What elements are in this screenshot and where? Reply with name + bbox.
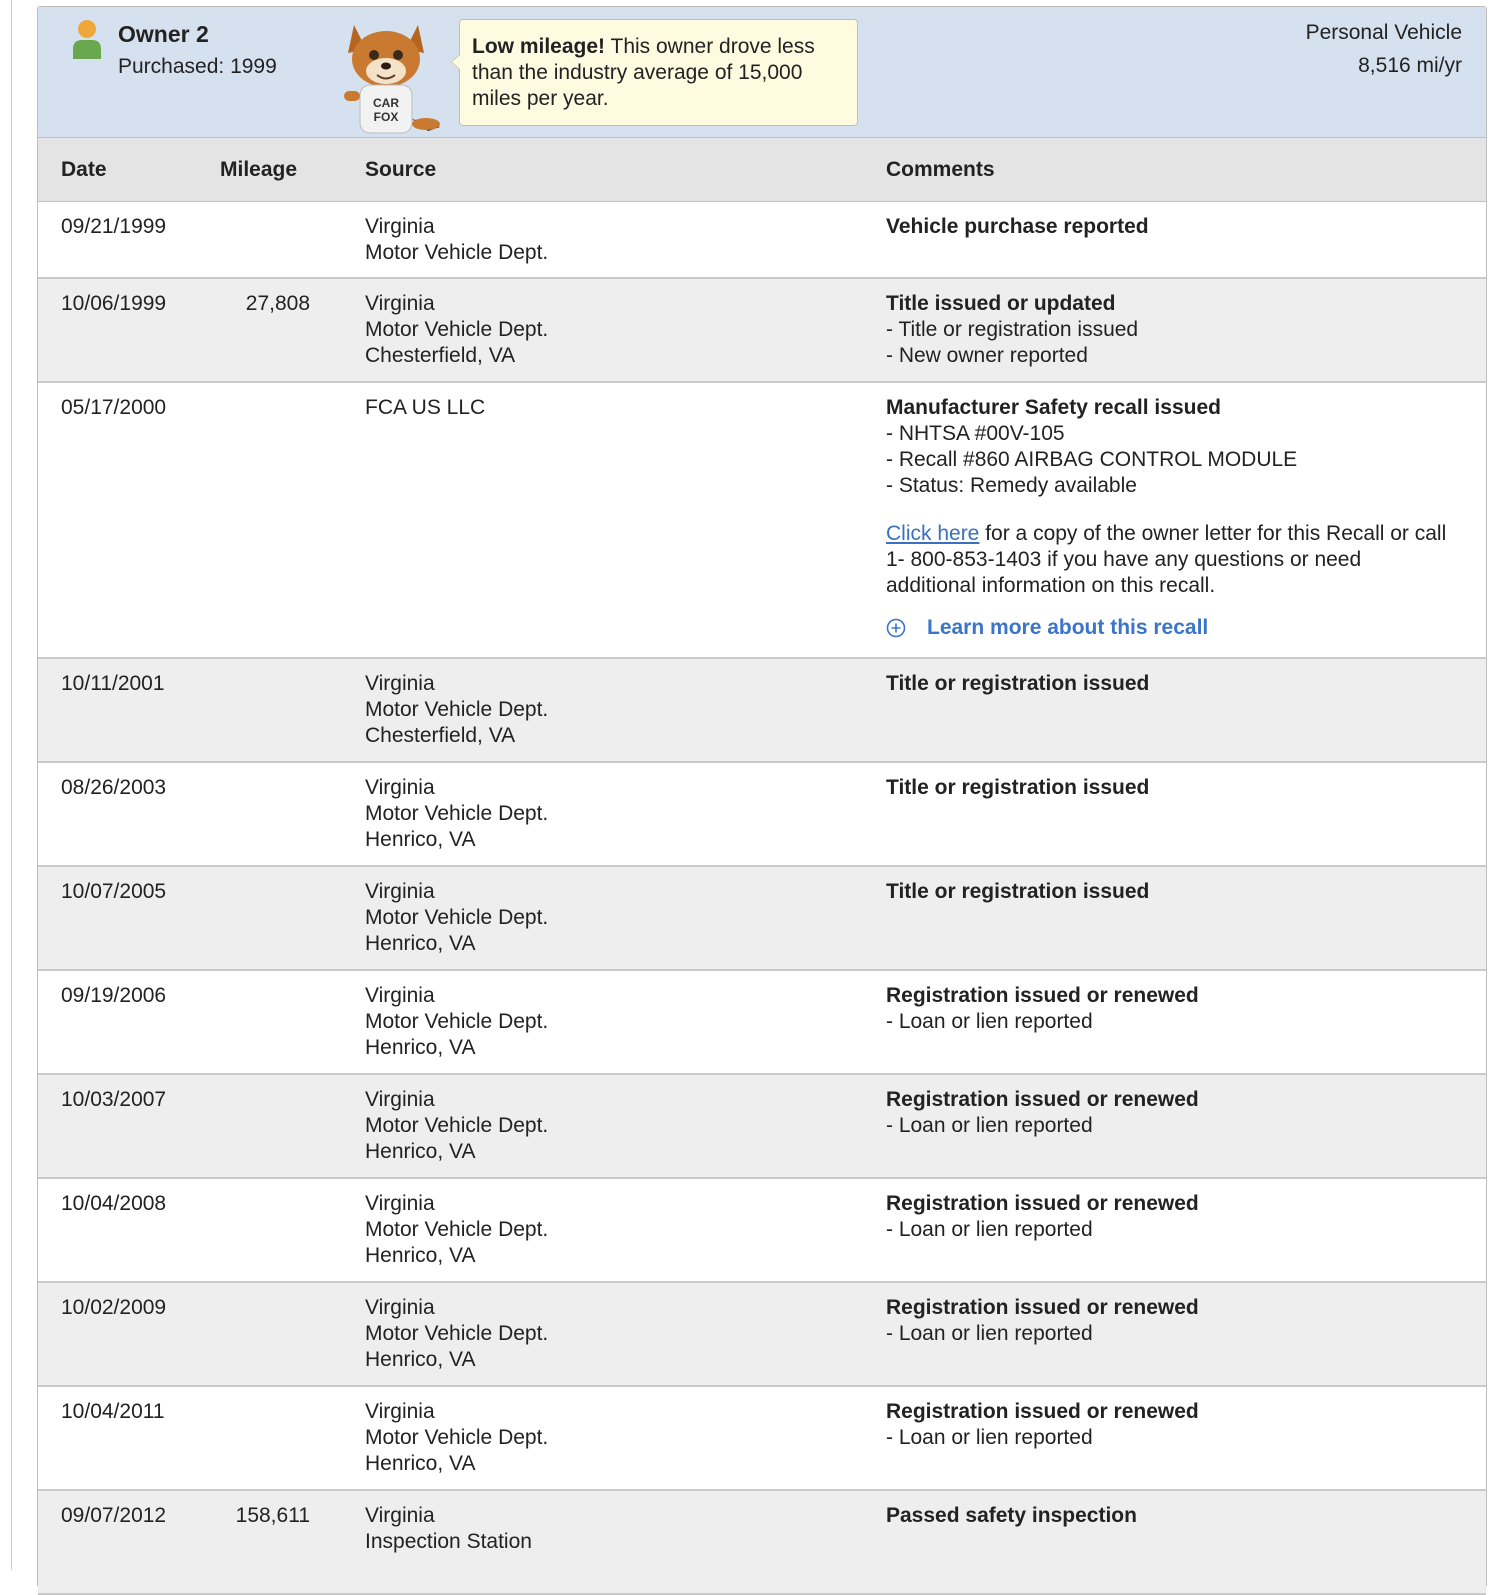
comment-title: Registration issued or renewed: [886, 1400, 1199, 1423]
source-line: Virginia: [365, 1088, 435, 1111]
source-line: Virginia: [365, 1296, 435, 1319]
comment-title: Registration issued or renewed: [886, 984, 1199, 1007]
row-source: [365, 1191, 548, 1269]
table-row: [38, 383, 1486, 659]
source-line: Chesterfield, VA: [365, 724, 516, 747]
row-mileage: 158,611: [235, 1504, 310, 1527]
table-row: [38, 202, 1486, 279]
tooltip-heading: Low mileage!: [472, 35, 606, 58]
row-date: 10/04/2008: [61, 1192, 167, 1215]
comment-detail: - Loan or lien reported: [886, 1114, 1093, 1137]
recall-letter-link[interactable]: Click here: [886, 522, 980, 545]
row-comments: [886, 775, 1456, 801]
row-source: [365, 214, 548, 266]
comment-title: Title or registration issued: [886, 776, 1150, 799]
source-line: Henrico, VA: [365, 932, 476, 955]
source-line: Virginia: [365, 1400, 435, 1423]
source-line: Henrico, VA: [365, 828, 476, 851]
source-line: Virginia: [365, 880, 435, 903]
source-line: Motor Vehicle Dept.: [365, 1218, 549, 1241]
row-source: [365, 291, 548, 369]
source-line: Virginia: [365, 215, 435, 238]
source-line: Henrico, VA: [365, 1036, 476, 1059]
row-comments: [886, 1399, 1456, 1451]
comment-detail: - Loan or lien reported: [886, 1426, 1093, 1449]
row-source: [365, 775, 548, 853]
source-line: Virginia: [365, 1504, 435, 1527]
source-line: Motor Vehicle Dept.: [365, 1010, 549, 1033]
source-line: Virginia: [365, 776, 435, 799]
row-comments: [886, 1087, 1456, 1139]
miles-per-year: 8,516 mi/yr: [1358, 54, 1462, 77]
row-comments: [886, 214, 1456, 240]
row-comments: [886, 395, 1456, 641]
tooltip-text: This owner drove less than the industry average of 15,000 miles per year.: [472, 35, 815, 110]
source-line: Motor Vehicle Dept.: [365, 1322, 549, 1345]
page-left-border: [11, 0, 12, 1570]
history-table-body: [38, 202, 1486, 1595]
table-row: [38, 971, 1486, 1075]
source-line: FCA US LLC: [365, 396, 486, 419]
column-header-source: Source: [365, 158, 437, 181]
source-line: Virginia: [365, 292, 435, 315]
source-line: Henrico, VA: [365, 1244, 476, 1267]
source-line: Motor Vehicle Dept.: [365, 318, 549, 341]
recall-info: [886, 521, 1456, 599]
row-comments: [886, 1191, 1456, 1243]
source-line: Motor Vehicle Dept.: [365, 1426, 549, 1449]
source-line: Virginia: [365, 672, 435, 695]
comment-detail: - Recall #860 AIRBAG CONTROL MODULE: [886, 448, 1298, 471]
comment-detail: - Loan or lien reported: [886, 1218, 1093, 1241]
row-date: 10/11/2001: [61, 672, 165, 695]
low-mileage-tooltip: [459, 19, 858, 126]
row-date: 05/17/2000: [61, 396, 167, 419]
column-header-comments: Comments: [886, 158, 995, 181]
row-comments: [886, 879, 1456, 905]
source-line: Henrico, VA: [365, 1348, 476, 1371]
row-source: [365, 1503, 532, 1555]
row-comments: [886, 291, 1456, 369]
owner-history-panel: [37, 6, 1487, 1586]
column-header-mileage: Mileage: [220, 158, 298, 181]
source-line: Virginia: [365, 1192, 435, 1215]
source-line: Motor Vehicle Dept.: [365, 1114, 549, 1137]
table-row: [38, 1179, 1486, 1283]
row-date: 08/26/2003: [61, 776, 167, 799]
table-row: [38, 1283, 1486, 1387]
plus-circle-icon: [886, 618, 906, 638]
recall-info-text: for a copy of the owner letter for this Recall or call 1- 800-853-1403 if you have any questions or need additional information on this recall.: [886, 522, 1447, 597]
source-line: Chesterfield, VA: [365, 344, 516, 367]
owner-title: Owner 2: [118, 21, 209, 47]
comment-detail: - Status: Remedy available: [886, 474, 1137, 497]
comment-title: Passed safety inspection: [886, 1504, 1137, 1527]
column-header-date: Date: [61, 158, 107, 181]
table-row: [38, 867, 1486, 971]
person-icon: [72, 19, 102, 59]
source-line: Henrico, VA: [365, 1452, 476, 1475]
row-source: [365, 983, 548, 1061]
svg-text:CAR: CAR: [373, 96, 399, 110]
row-comments: [886, 671, 1456, 697]
row-mileage: 27,808: [245, 292, 310, 315]
comment-title: Registration issued or renewed: [886, 1296, 1199, 1319]
source-line: Virginia: [365, 984, 435, 1007]
learn-more-recall-button[interactable]: [886, 615, 1456, 641]
table-row: [38, 1075, 1486, 1179]
comment-title: Manufacturer Safety recall issued: [886, 396, 1221, 419]
row-source: [365, 879, 548, 957]
source-line: Motor Vehicle Dept.: [365, 698, 549, 721]
row-date: 10/06/1999: [61, 292, 167, 315]
comment-detail: - Loan or lien reported: [886, 1010, 1093, 1033]
comment-title: Title or registration issued: [886, 672, 1150, 695]
comment-detail: - NHTSA #00V-105: [886, 422, 1065, 445]
comment-detail: - New owner reported: [886, 344, 1088, 367]
comment-title: Vehicle purchase reported: [886, 215, 1149, 238]
vehicle-type: Personal Vehicle: [1305, 21, 1462, 44]
row-comments: [886, 1295, 1456, 1347]
comment-detail: - Title or registration issued: [886, 318, 1139, 341]
table-row: [38, 1387, 1486, 1491]
source-line: Motor Vehicle Dept.: [365, 802, 549, 825]
comment-title: Title issued or updated: [886, 292, 1116, 315]
learn-more-label: Learn more about this recall: [927, 616, 1209, 639]
row-date: 10/04/2011: [61, 1400, 165, 1423]
tooltip-arrow: [451, 54, 460, 70]
source-line: Inspection Station: [365, 1530, 532, 1553]
row-comments: [886, 1503, 1456, 1529]
table-row: [38, 279, 1486, 383]
row-date: 09/19/2006: [61, 984, 167, 1007]
source-line: Henrico, VA: [365, 1140, 476, 1163]
table-row: [38, 1491, 1486, 1595]
row-date: 10/02/2009: [61, 1296, 167, 1319]
row-date: 09/07/2012: [61, 1504, 167, 1527]
comment-title: Registration issued or renewed: [886, 1192, 1199, 1215]
row-source: [365, 1399, 548, 1477]
row-source: [365, 395, 485, 421]
table-header: [38, 138, 1486, 202]
row-date: 10/07/2005: [61, 880, 167, 903]
row-source: [365, 1087, 548, 1165]
svg-text:FOX: FOX: [373, 110, 399, 124]
comment-title: Title or registration issued: [886, 880, 1150, 903]
owner-purchased: Purchased: 1999: [118, 55, 277, 78]
row-date: 10/03/2007: [61, 1088, 167, 1111]
comment-title: Registration issued or renewed: [886, 1088, 1199, 1111]
row-source: [365, 671, 548, 749]
source-line: Motor Vehicle Dept.: [365, 241, 549, 264]
row-date: 09/21/1999: [61, 215, 167, 238]
source-line: Motor Vehicle Dept.: [365, 906, 549, 929]
table-row: [38, 763, 1486, 867]
comment-detail: - Loan or lien reported: [886, 1322, 1093, 1345]
owner-header: [38, 7, 1486, 138]
row-source: [365, 1295, 548, 1373]
table-row: [38, 659, 1486, 763]
carfox-mascot: [336, 19, 446, 139]
row-comments: [886, 983, 1456, 1035]
